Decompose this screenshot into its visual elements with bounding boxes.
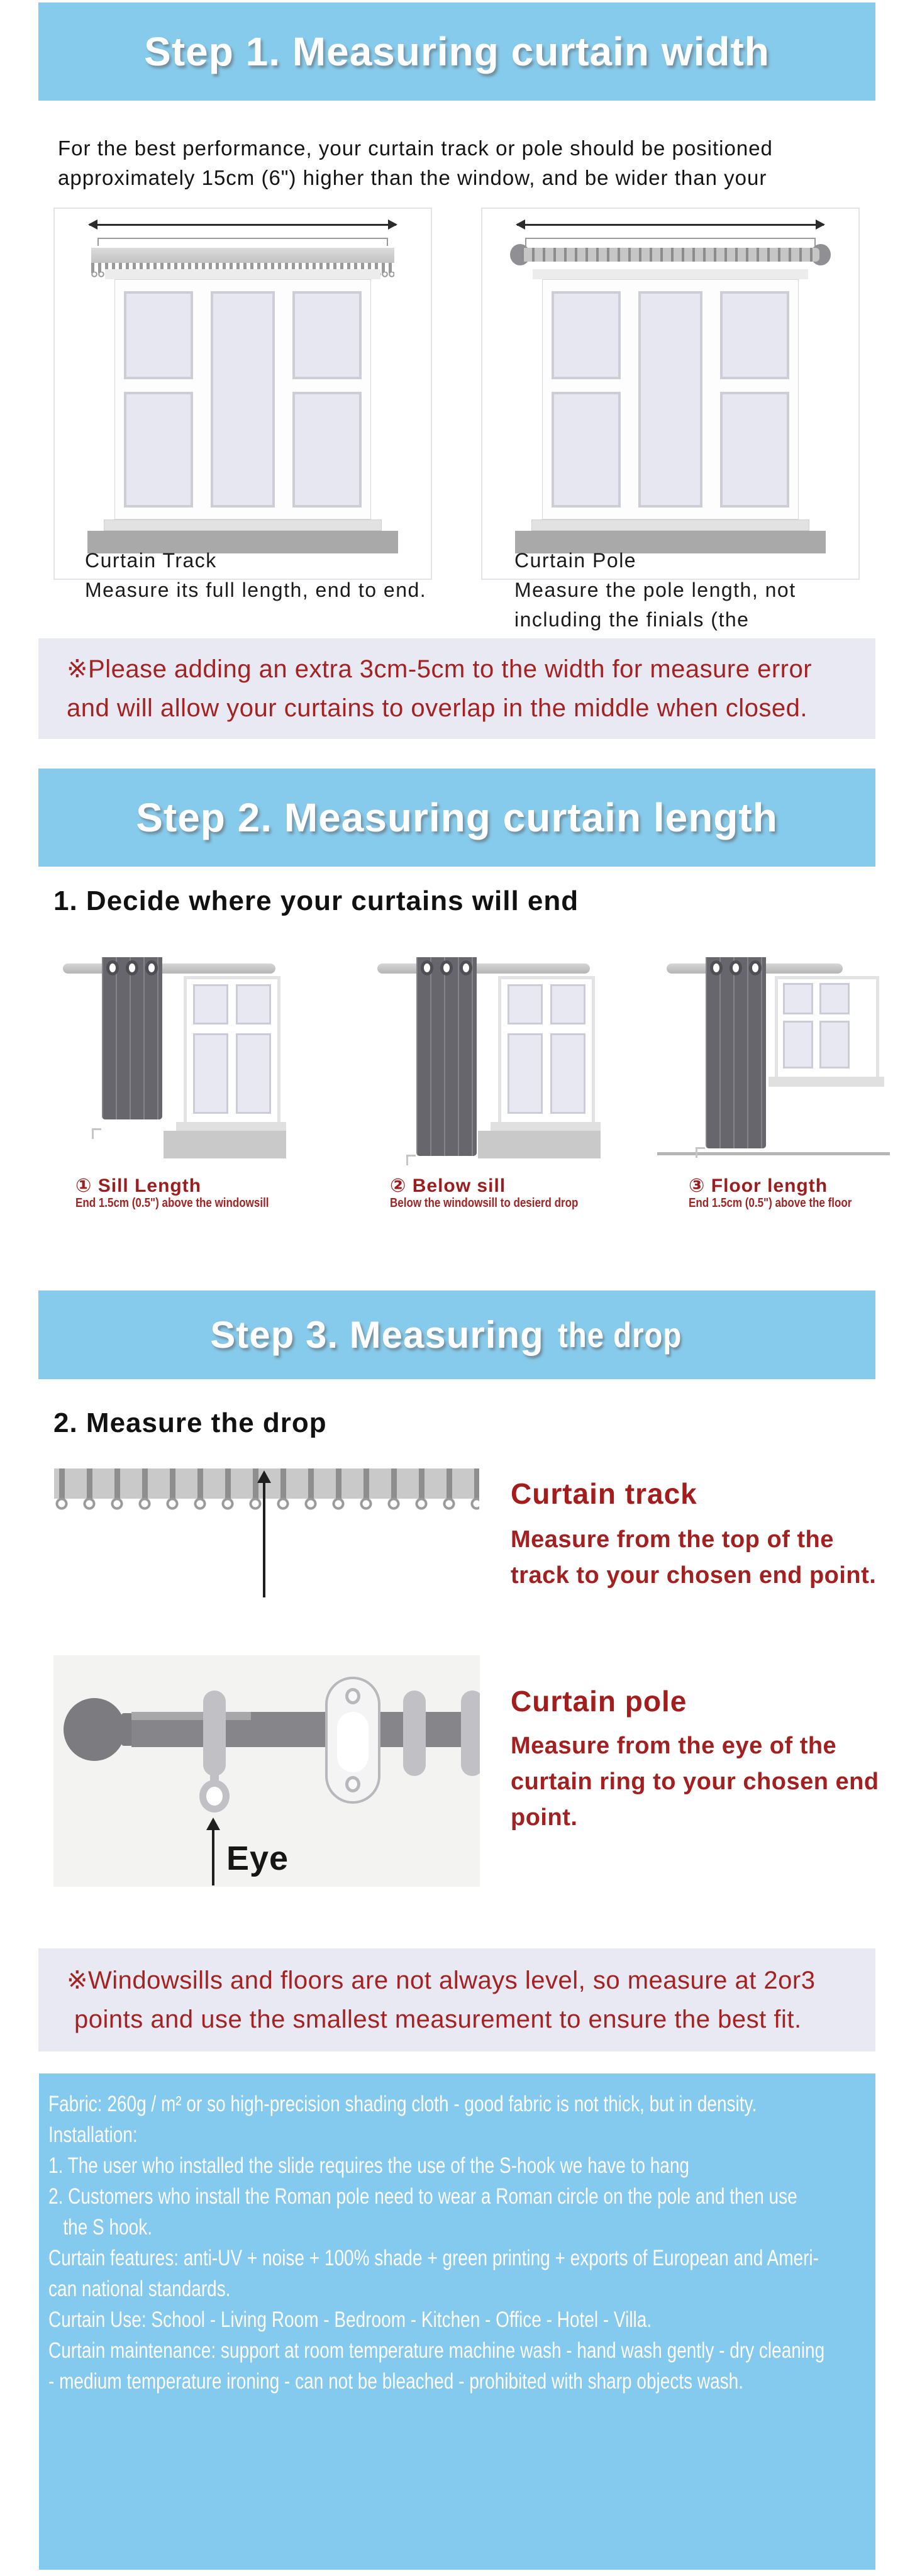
sill-length-illustration (63, 955, 283, 1170)
step2-heading: 1. Decide where your curtains will end (53, 886, 579, 916)
drop-note-line2: points and use the smallest measurement to ensure the best fit. (74, 2006, 802, 2033)
intro-line-2: approximately 15cm (6") higher than the window, and be wider than your (58, 166, 767, 189)
below-sill-illustration (377, 955, 597, 1170)
grommet-icon (460, 960, 472, 975)
pole-caption (514, 546, 796, 635)
grommets (421, 960, 472, 975)
measure-tick (92, 1128, 101, 1139)
wall-below-sill (164, 1131, 286, 1158)
pole-bracket (325, 1677, 380, 1804)
info-line: 1. The user who installed the slide requires the use of the S-hook we have to hang (48, 2153, 690, 2178)
width-arrow-icon (89, 224, 396, 226)
window-pane (552, 392, 621, 508)
info-line: Curtain Use: School - Living Room - Bedroom - Kitchen - Office - Hotel - Villa. (48, 2307, 652, 2332)
window-ledge (104, 519, 382, 531)
window-pane (124, 291, 193, 379)
window-pane (236, 1033, 271, 1114)
track-caption-title: Curtain Track (85, 549, 217, 572)
info-line: can national standards. (48, 2277, 231, 2301)
pole-caption-line2: including the finials (the (514, 608, 750, 631)
pole-caption-line1: Measure the pole length, not (514, 579, 796, 601)
pole-highlight (131, 1712, 251, 1720)
window-pane (819, 1021, 850, 1069)
curtain-graphic (102, 957, 162, 1119)
grommets (106, 960, 158, 975)
width-note (38, 638, 875, 739)
windowsill (769, 1077, 884, 1087)
window-pane (783, 983, 813, 1014)
step3-banner-label: Step 3. Measuring (210, 1314, 544, 1356)
measure-bracket (97, 238, 388, 246)
measure-bracket (525, 238, 816, 246)
eye-label: Eye (226, 1840, 289, 1877)
window-pane (720, 291, 789, 379)
window-graphic (184, 976, 280, 1130)
pole-title: Curtain pole (511, 1685, 687, 1718)
width-note-line2: and will allow your curtains to overlap in the middle when closed. (67, 694, 808, 722)
curtain-rod-icon (63, 963, 275, 974)
wall-below-sill (478, 1131, 601, 1158)
grommet-icon (106, 960, 119, 975)
track-description (511, 1522, 876, 1594)
below-sill-label (390, 1175, 506, 1197)
grommet-icon (749, 960, 762, 975)
info-line: Curtain features: anti-UV + noise + 100% shade + green printing + exports of European and Ameri- (48, 2246, 819, 2270)
window-frame (114, 279, 371, 519)
floor-length-illustration (667, 955, 887, 1170)
grommet-icon (145, 960, 158, 975)
window-pane (211, 291, 275, 508)
window-lintel (105, 269, 380, 279)
windowsill (176, 1122, 286, 1131)
window-pane (124, 392, 193, 508)
grommet-icon (126, 960, 138, 975)
label-title: Below sill (412, 1175, 506, 1196)
up-arrow-icon (212, 1829, 214, 1885)
label-title: Floor length (711, 1175, 828, 1196)
grommet-icon (730, 960, 742, 975)
pole-desc-line1: Measure from the eye of the (511, 1733, 837, 1759)
step3-heading: 2. Measure the drop (53, 1407, 327, 1438)
curtain-graphic (416, 957, 477, 1156)
window-pane (508, 984, 543, 1024)
pole-desc-line3: point. (511, 1804, 578, 1831)
window-pane (193, 984, 228, 1024)
measure-tick (696, 1147, 705, 1158)
info-line: Installation: (48, 2123, 138, 2147)
track-caption-line: Measure its full length, end to end. (85, 579, 427, 601)
track-desc-line1: Measure from the top of the (511, 1526, 834, 1553)
step1-intro (58, 133, 863, 192)
curtain-ring-icon (203, 1690, 226, 1776)
window-pane (236, 984, 271, 1024)
window-pane (292, 291, 362, 379)
track-title: Curtain track (511, 1477, 697, 1510)
floor-line (657, 1152, 890, 1155)
step2-banner-label: Step 2. Measuring curtain length (136, 795, 778, 840)
label-number: ③ (689, 1175, 706, 1196)
floor-length-caption: End 1.5cm (0.5") above the floor (689, 1196, 852, 1210)
window-graphic (775, 976, 879, 1083)
grommets (710, 960, 762, 975)
curtain-graphic (706, 957, 766, 1148)
step1-banner (38, 3, 875, 101)
step3-banner-sublabel: the drop (557, 1315, 682, 1355)
below-sill-caption: Below the windowsill to desierd drop (390, 1196, 579, 1210)
window-pane (819, 983, 850, 1014)
pole-caption-title: Curtain Pole (514, 549, 637, 572)
curtain-ring-icon (461, 1690, 480, 1776)
pole-description (511, 1728, 879, 1836)
drop-note-line1: ※Windowsills and floors are not always level, so measure at 2or3 (67, 1967, 816, 1994)
step3-banner (38, 1291, 875, 1379)
info-line: Curtain maintenance: support at room temperature machine wash - hand wash gently - dry cleaning (48, 2338, 825, 2363)
sill-length-label (75, 1175, 201, 1197)
track-hook-loops (54, 1497, 479, 1513)
track-window-illustration (53, 208, 432, 580)
window-pane (550, 1033, 585, 1114)
window-ledge (531, 519, 809, 531)
curtain-track-graphic (91, 248, 394, 263)
info-line: the S hook. (48, 2215, 152, 2240)
track-desc-line2: track to your chosen end point. (511, 1562, 877, 1589)
grommet-icon (421, 960, 433, 975)
label-title: Sill Length (97, 1175, 202, 1196)
pole-desc-line2: curtain ring to your chosen end (511, 1768, 879, 1795)
grommet-icon (710, 960, 723, 975)
floor-length-label (689, 1175, 828, 1197)
bracket-slot (337, 1712, 369, 1772)
product-info-block (39, 2074, 875, 2570)
window-pane (783, 1021, 813, 1069)
info-line: - medium temperature ironing - can not be bleached - prohibited with sharp objects wash. (48, 2369, 744, 2394)
window-pane (638, 291, 702, 508)
grommet-icon (440, 960, 453, 975)
pole-finial-icon (64, 1698, 125, 1761)
intro-line-1: For the best performance, your curtain track or pole should be positioned (58, 136, 773, 160)
step2-banner (38, 769, 875, 867)
curtain-rod-icon (377, 963, 590, 974)
sill-length-caption: End 1.5cm (0.5") above the windowsill (75, 1196, 269, 1210)
label-number: ① (75, 1175, 92, 1196)
windowsill (491, 1122, 601, 1131)
window-pane (508, 1033, 543, 1114)
curtain-ring-icon (403, 1690, 426, 1776)
screw-hole-icon (345, 1688, 360, 1704)
step1-banner-label: Step 1. Measuring curtain width (144, 29, 770, 74)
window-pane (552, 291, 621, 379)
drop-note (38, 1948, 875, 2051)
pole-window-illustration (481, 208, 860, 580)
width-note-line1: ※Please adding an extra 3cm-5cm to the width for measure error (67, 655, 813, 683)
window-pane (193, 1033, 228, 1114)
up-arrow-icon (263, 1482, 265, 1597)
label-number: ② (390, 1175, 407, 1196)
window-lintel (533, 269, 808, 279)
curtain-pole-graphic (521, 248, 819, 262)
track-caption (85, 546, 426, 605)
width-arrow-icon (517, 224, 824, 226)
window-pane (720, 392, 789, 508)
info-line: Fabric: 260g / m² or so high-precision shading cloth - good fabric is not thick, but in density. (48, 2092, 757, 2116)
ring-eye-icon (199, 1780, 230, 1813)
window-pane (550, 984, 585, 1024)
window-graphic (498, 976, 595, 1130)
info-line: 2. Customers who install the Roman pole need to wear a Roman circle on the pole and then use (48, 2184, 797, 2209)
window-pane (292, 392, 362, 508)
measure-tick (406, 1155, 416, 1165)
screw-hole-icon (345, 1776, 360, 1792)
window-frame (542, 279, 799, 519)
